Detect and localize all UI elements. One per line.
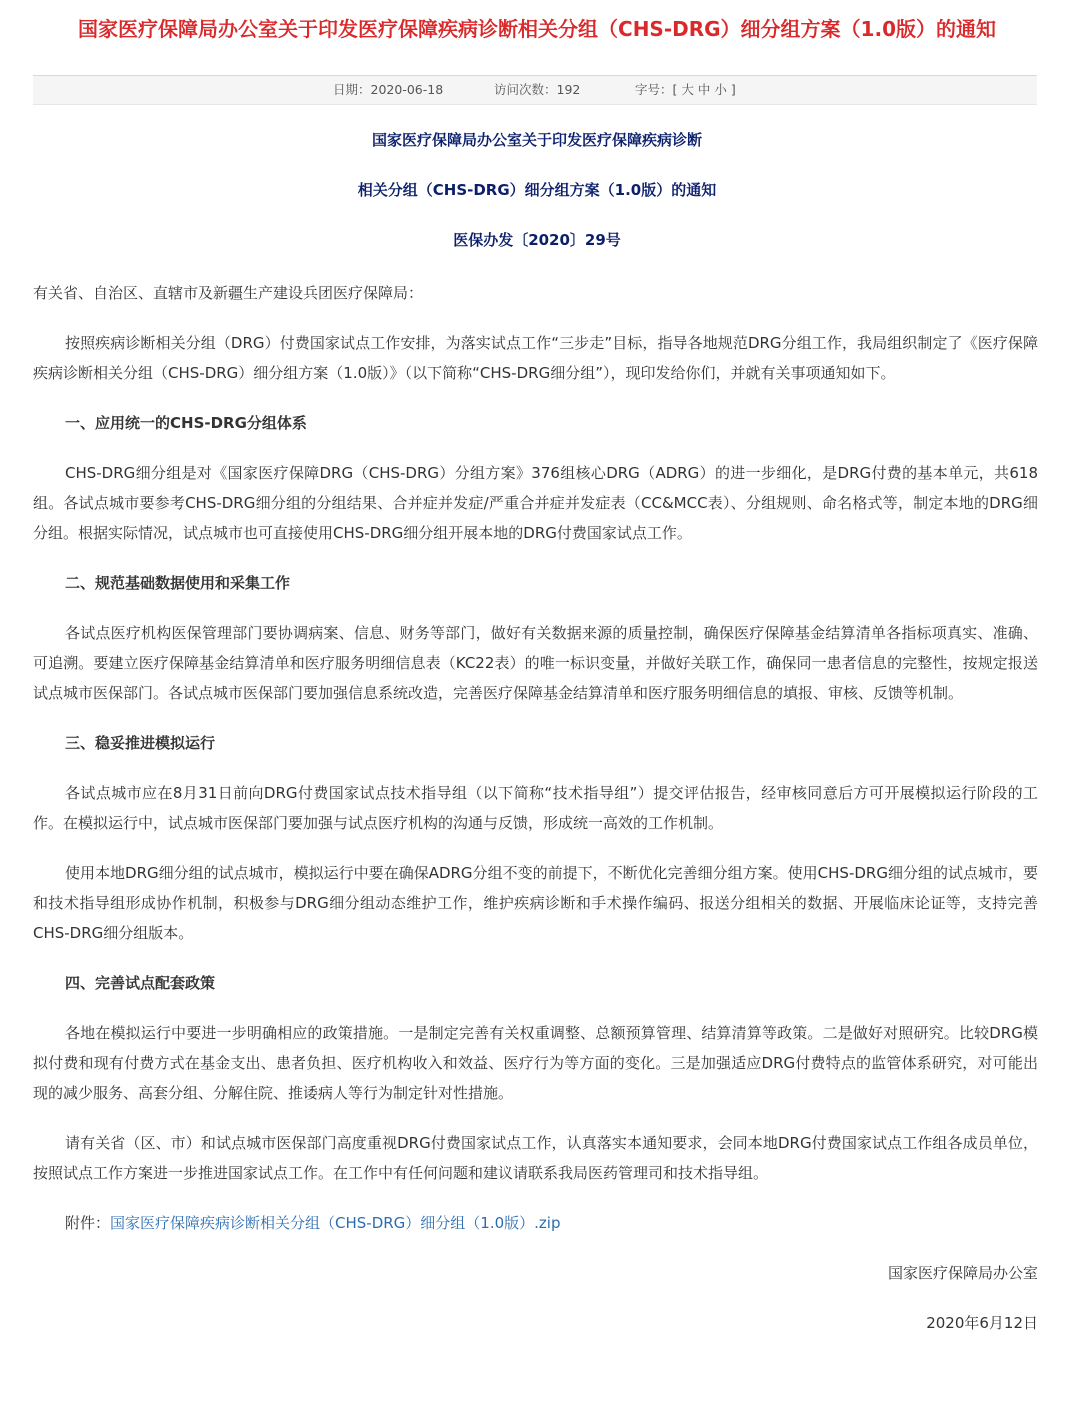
doc-number: 医保办发〔2020〕29号 — [453, 231, 621, 249]
intro-paragraph: 按照疾病诊断相关分组（DRG）付费国家试点工作安排，为落实试点工作“三步走”目标，指导各地规范DRG分组工作，我局组织制定了《医疗保障疾病诊断相关分组（CHS-DRG）细分组方案（1.0版）》（以下简称“CHS-DRG细分组”），现印发给你们，并就有关事项通知如下。 — [33, 334, 1038, 382]
visit-count — [494, 76, 580, 104]
attachment — [33, 1208, 1038, 1238]
date-value: 2020-06-18 — [370, 82, 444, 97]
font-size-small-button[interactable]: 小 — [714, 82, 727, 97]
font-size-selector — [635, 76, 736, 104]
doc-title-line-1: 国家医疗保障局办公室关于印发医疗保障疾病诊断 — [371, 131, 702, 149]
closing-paragraph: 请有关省（区、市）和试点城市医保部门高度重视DRG付费国家试点工作，认真落实本通知要求，会同本地DRG付费国家试点工作组各成员单位，按照试点工作方案进一步推进国家试点工作。在工作中有任何问题和建议请联系我局医药管理司和技术指导组。 — [33, 1134, 1038, 1182]
visits-value: 192 — [556, 82, 581, 97]
signature-date: 2020年6月12日 — [926, 1314, 1038, 1332]
section-paragraph: 各地在模拟运行中要进一步明确相应的政策措施。一是制定完善有关权重调整、总额预算管理、结算清算等政策。二是做好对照研究。比较DRG模拟付费和现有付费方式在基金支出、患者负担、医疗机构收入和效益、医疗行为等方面的变化。三是加强适应DRG付费特点的监管体系研究，对可能出现的减少服务、高套分组、分解住院、推诿病人等行为制定针对性措施。 — [33, 1024, 1038, 1102]
section-heading: 二、规范基础数据使用和采集工作 — [65, 574, 291, 592]
font-size-medium-button[interactable]: 中 — [697, 82, 711, 97]
section-heading: 三、稳妥推进模拟运行 — [65, 734, 216, 752]
section-paragraph: CHS-DRG细分组是对《国家医疗保障DRG（CHS-DRG）分组方案》376组核心DRG（ADRG）的进一步细化，是DRG付费的基本单元，共618组。各试点城市要参考CHS-DRG细分组的分组结果、合并症并发症/严重合并症并发症表（CC&MCC表）、分组规则、命名格式等，制定本地的DRG细分组。根据实际情况，试点城市也可直接使用CHS-DRG细分组开展本地的DRG付费国家试点工作。 — [33, 464, 1038, 542]
visits-label: 访问次数： — [494, 82, 557, 97]
section-paragraph: 使用本地DRG细分组的试点城市，模拟运行中要在确保ADRG分组不变的前提下，不断优化完善细分组方案。使用CHS-DRG细分组的试点城市，要和技术指导组形成协作机制，积极参与DRG细分组动态维护工作，维护疾病诊断和手术操作编码、报送分组相关的数据、开展临床论证等，支持完善CHS-DRG细分组版本。 — [33, 864, 1038, 942]
meta-bar — [33, 75, 1037, 105]
fontsize-open-bracket: [ — [672, 82, 678, 97]
publish-date — [333, 76, 443, 104]
section-paragraph: 各试点医疗机构医保管理部门要协调病案、信息、财务等部门，做好有关数据来源的质量控制，确保医疗保障基金结算清单各指标项真实、准确、可追溯。要建立医疗保障基金结算清单和医疗服务明细信息表（KC22表）的唯一标识变量，并做好关联工作，确保同一患者信息的完整性，按规定报送试点城市医保部门。各试点城市医保部门要加强信息系统改造，完善医疗保障基金结算清单和医疗服务明细信息的填报、审核、反馈等机制。 — [33, 624, 1038, 702]
signature: 国家医疗保障局办公室 — [887, 1264, 1038, 1282]
section-heading: 四、完善试点配套政策 — [65, 974, 216, 992]
section-heading: 一、应用统一的CHS-DRG分组体系 — [65, 414, 307, 432]
page-title: 国家医疗保障局办公室关于印发医疗保障疾病诊断相关分组（CHS-DRG）细分组方案（1.0版）的通知 — [78, 17, 996, 41]
font-size-large-button[interactable]: 大 — [681, 82, 694, 97]
fontsize-close-bracket: ] — [730, 82, 736, 97]
attachment-download-link[interactable]: 国家医疗保障疾病诊断相关分组（CHS-DRG）细分组（1.0版）.zip — [110, 1214, 561, 1232]
date-label: 日期： — [333, 82, 371, 97]
attachment-label: 附件： — [65, 1214, 111, 1232]
doc-title-line-2: 相关分组（CHS-DRG）细分组方案（1.0版）的通知 — [357, 181, 717, 199]
section-paragraph: 各试点城市应在8月31日前向DRG付费国家试点技术指导组（以下简称“技术指导组”）提交评估报告，经审核同意后方可开展模拟运行阶段的工作。在模拟运行中，试点城市医保部门要加强与试点医疗机构的沟通与反馈，形成统一高效的工作机制。 — [33, 784, 1038, 832]
article-body — [33, 278, 1038, 1338]
fontsize-label: 字号： — [635, 82, 673, 97]
greeting: 有关省、自治区、直辖市及新疆生产建设兵团医疗保障局： — [33, 284, 424, 302]
